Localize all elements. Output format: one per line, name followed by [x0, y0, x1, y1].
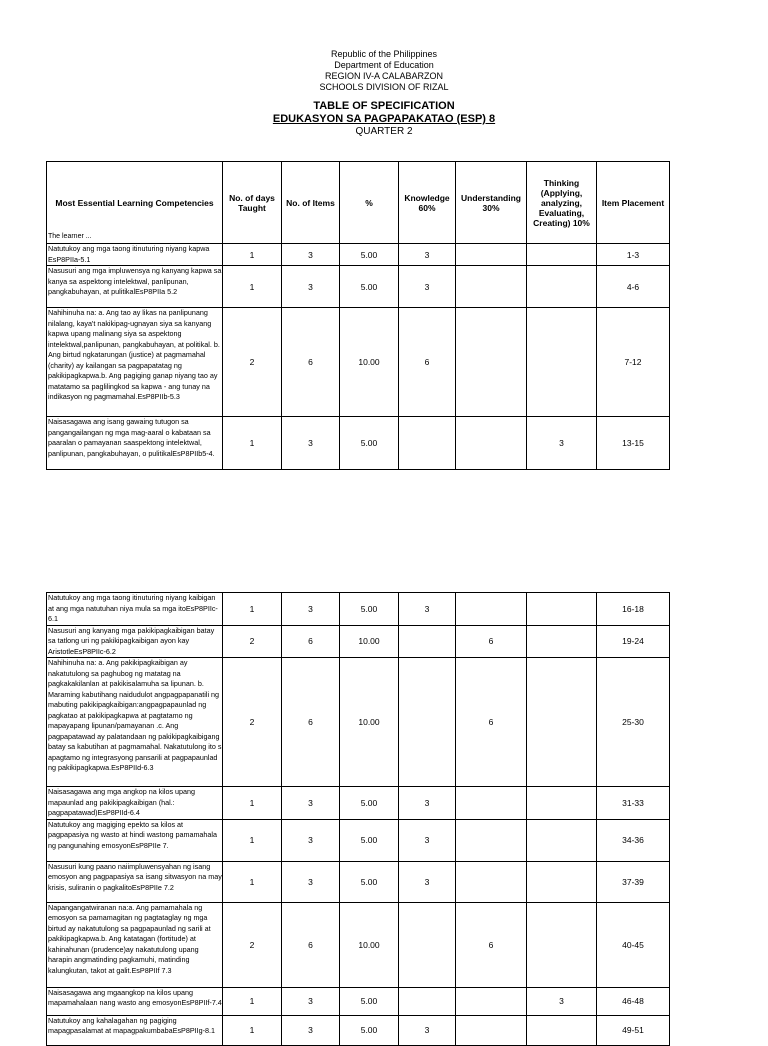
cell-knowledge	[399, 658, 456, 787]
table-row	[47, 266, 670, 308]
cell-days: 1	[223, 593, 282, 626]
cell-items: 3	[282, 787, 340, 820]
cell-understanding	[456, 244, 527, 266]
cell-days: 2	[223, 902, 282, 987]
cell-knowledge: 3	[399, 819, 456, 861]
cell-knowledge	[399, 987, 456, 1015]
cell-placement: 46-48	[597, 987, 670, 1015]
cell-percent: 10.00	[340, 902, 399, 987]
cell-knowledge: 3	[399, 861, 456, 902]
cell-placement: 40-45	[597, 902, 670, 987]
cell-competency: Naisasagawa ang mga angkop na kilos upang mapaunlad ang pakikipagkaibigan (hal.: pagpapatawad)EsP8PIId-6.4	[47, 787, 223, 820]
cell-placement: 31-33	[597, 787, 670, 820]
table-1-body	[47, 244, 670, 470]
cell-competency: Natutukoy ang mga taong itinuturing niyang kapwa EsP8PIIa-5.1	[47, 244, 223, 266]
header-placement: Item Placement	[597, 162, 670, 244]
table-header-row	[47, 162, 670, 244]
cell-understanding	[456, 266, 527, 308]
cell-days: 1	[223, 987, 282, 1015]
cell-items: 3	[282, 266, 340, 308]
cell-competency: Naisasagawa ang isang gawaing tutugon sa pangangailangan ng mga mag-aaral o kabataan sa paaralan o pamayanan saaspektong intelektwal, panlipunan, pangkabuhayan, o pulitikalEsP8PIIb5-4.	[47, 417, 223, 470]
cell-percent: 5.00	[340, 1015, 399, 1045]
header-line-3: REGION IV-A CALABARZON	[324, 71, 444, 81]
cell-competency: Natutukoy ang mga taong itinuturing niyang kaibigan at ang mga natutuhan niya mula sa mga itoEsP8PIIc-6.1	[47, 593, 223, 626]
cell-competency: Nasusuri ang mga impluwensya ng kanyang kapwa sa kanya sa aspektong intelektwal, panlipunan, pangkabuhayan, at pulitikalEsP8PIIa 5.2	[47, 266, 223, 308]
cell-thinking: 3	[527, 987, 597, 1015]
cell-percent: 5.00	[340, 266, 399, 308]
cell-placement: 25-30	[597, 658, 670, 787]
cell-understanding	[456, 987, 527, 1015]
table-row	[47, 308, 670, 417]
cell-items: 3	[282, 244, 340, 266]
cell-competency: Natutukoy ang magiging epekto sa kilos at pagpapasiya ng wasto at hindi wastong pamamahala ng pangunahing emosyonEsP8PIIe 7.	[47, 819, 223, 861]
cell-understanding	[456, 787, 527, 820]
cell-percent: 5.00	[340, 819, 399, 861]
cell-understanding	[456, 861, 527, 902]
cell-days: 1	[223, 819, 282, 861]
cell-thinking: 3	[527, 417, 597, 470]
cell-placement: 16-18	[597, 593, 670, 626]
cell-competency: Nasusuri ang kanyang mga pakikipagkaibigan batay sa tatlong uri ng pakikipagkaibigan ayon kay AristotleEsP8PIIc-6.2	[47, 625, 223, 658]
cell-understanding: 6	[456, 658, 527, 787]
cell-competency: Nahihinuha na: a. Ang tao ay likas na panlipunang nilalang, kaya't nakikipag-ugnayan siya sa kanyang kapwa upang malinang siya sa aspektong intelektwal,panlipunan, pangkabuhayan, at politikal. b. Ang birtud ngkatarungan (justice) at pagmamahal (charity) ay kailangan sa pagpapatatag ng pakikipagkapwa.b. Ang pagiging ganap niyang tao ay matatamo sa paglilingkod sa kapwa - ang tunay na indikasyon ng pagmamahal.EsP8PIIb-5.3	[47, 308, 223, 417]
cell-knowledge: 3	[399, 266, 456, 308]
header-line-2: Department of Education	[334, 60, 434, 70]
cell-days: 1	[223, 244, 282, 266]
specification-table-2	[46, 592, 670, 1046]
cell-thinking	[527, 1015, 597, 1045]
header-percent: %	[340, 162, 399, 244]
document-subtitle: EDUKASYON SA PAGPAPAKATAO (ESP) 8	[272, 113, 496, 125]
cell-competency: Natutukoy ang kahalagahan ng pagiging mapagpasalamat at mapagpakumbabaEsP8PIIg-8.1	[47, 1015, 223, 1045]
cell-placement: 4-6	[597, 266, 670, 308]
cell-days: 2	[223, 625, 282, 658]
cell-thinking	[527, 861, 597, 902]
cell-items: 3	[282, 417, 340, 470]
cell-placement: 34-36	[597, 819, 670, 861]
cell-knowledge	[399, 625, 456, 658]
cell-thinking	[527, 819, 597, 861]
table-row	[47, 593, 670, 626]
cell-placement: 1-3	[597, 244, 670, 266]
cell-knowledge: 3	[399, 1015, 456, 1045]
cell-items: 3	[282, 593, 340, 626]
table-row	[47, 787, 670, 820]
cell-competency: Nahihinuha na: a. Ang pakikipagkaibigan ay nakatutulong sa paghubog ng matatag na pagkakakilanlan at pakikisalamuha sa lipunan. b. Maraming kabutihang naidudulot angpagpapanatili ng mabuting pakikipagkaibigan:angpagpapaunlad ng pagkatao at pakikipagkapwa at pagtatamo ng mapayapang lipunan/pamayanan .c. Ang pagpapatawad ay palatandaan ng pakikipagkaibigang batay sa kabutihan at pagmamahal. Nakatutulong ito s apagtamo ng integrasyong pansarili at pagpapaunlad ng pakikipagkapwa.EsP8PIId-6.3	[47, 658, 223, 787]
table-row	[47, 861, 670, 902]
cell-understanding	[456, 1015, 527, 1045]
header-line-4: SCHOOLS DIVISION OF RIZAL	[319, 82, 449, 92]
cell-competency: Napangangatwiranan na:a. Ang pamamahala ng emosyon sa pamamagitan ng pagtataglay ng mga birtud ay nakatutulong sa pagpapaunlad ng sarili at pakikipagkapwa.b. Ang katatagan (fortitude) at kahinahunan (prudence)ay nakatutulong upang harapin angmatinding pagkamuhi, matinding kalungkutan, takot at galit.EsP8PIIf 7.3	[47, 902, 223, 987]
table-row	[47, 819, 670, 861]
cell-items: 6	[282, 902, 340, 987]
cell-items: 6	[282, 658, 340, 787]
cell-thinking	[527, 244, 597, 266]
cell-placement: 7-12	[597, 308, 670, 417]
cell-understanding	[456, 308, 527, 417]
cell-percent: 5.00	[340, 244, 399, 266]
cell-knowledge: 3	[399, 593, 456, 626]
cell-knowledge: 3	[399, 787, 456, 820]
cell-understanding: 6	[456, 902, 527, 987]
table-row	[47, 902, 670, 987]
cell-days: 2	[223, 658, 282, 787]
cell-days: 1	[223, 417, 282, 470]
cell-placement: 13-15	[597, 417, 670, 470]
cell-items: 3	[282, 1015, 340, 1045]
header-thinking: Thinking (Applying, analyzing, Evaluating, Creating) 10%	[527, 162, 597, 244]
cell-thinking	[527, 308, 597, 417]
cell-percent: 5.00	[340, 593, 399, 626]
cell-percent: 10.00	[340, 658, 399, 787]
cell-days: 1	[223, 266, 282, 308]
document-title: TABLE OF SPECIFICATION	[313, 100, 455, 112]
cell-thinking	[527, 266, 597, 308]
cell-percent: 10.00	[340, 308, 399, 417]
cell-days: 1	[223, 1015, 282, 1045]
cell-thinking	[527, 658, 597, 787]
cell-percent: 5.00	[340, 787, 399, 820]
cell-items: 6	[282, 308, 340, 417]
table-2-body	[47, 593, 670, 1046]
cell-items: 6	[282, 625, 340, 658]
cell-knowledge: 3	[399, 244, 456, 266]
cell-competency: Naisasagawa ang mgaangkop na kilos upang mapamahalaan nang wasto ang emosyonEsP8PIIf-7.4	[47, 987, 223, 1015]
cell-items: 3	[282, 987, 340, 1015]
cell-percent: 10.00	[340, 625, 399, 658]
learner-label: The learner ...	[48, 233, 92, 240]
cell-percent: 5.00	[340, 861, 399, 902]
header-line-1: Republic of the Philippines	[330, 49, 438, 59]
cell-days: 1	[223, 787, 282, 820]
cell-competency: Nasusuri kung paano naiimpluwensyahan ng isang emosyon ang pagpapasiya sa isang sitwasyon na may krisis, suliranin o pagkalitoEsP8PIIe 7.2	[47, 861, 223, 902]
cell-items: 3	[282, 861, 340, 902]
cell-placement: 49-51	[597, 1015, 670, 1045]
table-row	[47, 987, 670, 1015]
cell-percent: 5.00	[340, 417, 399, 470]
header-knowledge: Knowledge 60%	[399, 162, 456, 244]
quarter-label: QUARTER 2	[355, 126, 413, 137]
cell-knowledge	[399, 417, 456, 470]
document-header	[0, 49, 768, 138]
table-row	[47, 625, 670, 658]
cell-placement: 19-24	[597, 625, 670, 658]
cell-items: 3	[282, 819, 340, 861]
cell-thinking	[527, 593, 597, 626]
header-competencies	[47, 162, 223, 244]
table-row	[47, 1015, 670, 1045]
cell-knowledge: 6	[399, 308, 456, 417]
cell-thinking	[527, 787, 597, 820]
header-competencies-label: Most Essential Learning Competencies	[55, 197, 214, 208]
cell-thinking	[527, 902, 597, 987]
header-days: No. of days Taught	[223, 162, 282, 244]
cell-understanding: 6	[456, 625, 527, 658]
specification-table-1	[46, 161, 670, 470]
header-items: No. of Items	[282, 162, 340, 244]
cell-percent: 5.00	[340, 987, 399, 1015]
table-row	[47, 417, 670, 470]
table-row	[47, 658, 670, 787]
cell-understanding	[456, 417, 527, 470]
cell-days: 1	[223, 861, 282, 902]
cell-understanding	[456, 593, 527, 626]
cell-placement: 37-39	[597, 861, 670, 902]
cell-knowledge	[399, 902, 456, 987]
cell-days: 2	[223, 308, 282, 417]
header-understanding: Understanding 30%	[456, 162, 527, 244]
table-row	[47, 244, 670, 266]
cell-understanding	[456, 819, 527, 861]
cell-thinking	[527, 625, 597, 658]
